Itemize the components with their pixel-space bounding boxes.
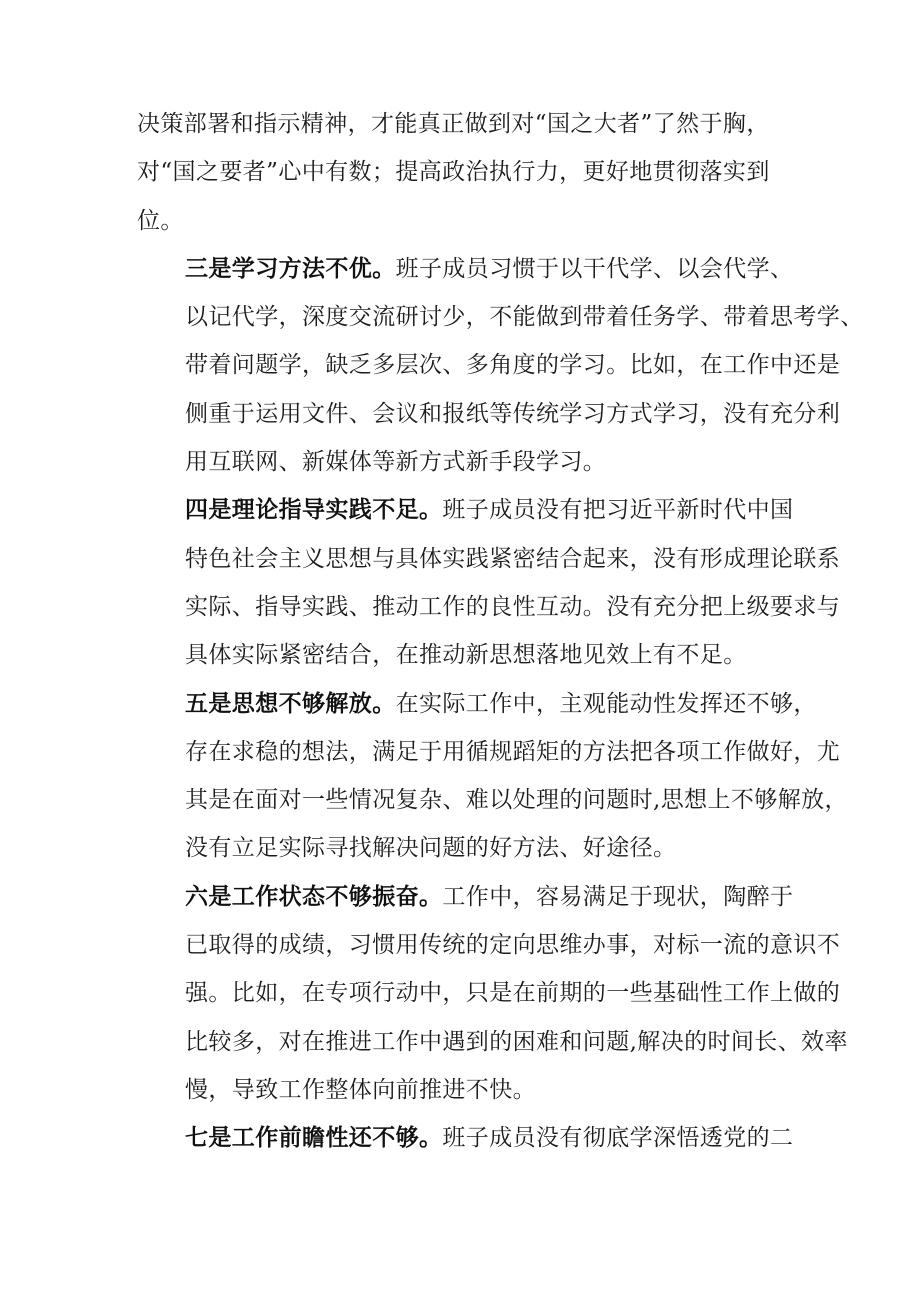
text-run: 在实际工作中，主观能动性发挥还不够， [395,690,817,717]
paragraph-point-six [137,873,848,1114]
text-line [137,873,793,921]
paragraph-heading: 七是工作前瞻性还不够。 [185,1124,443,1152]
text-line: 其是在面对一些情况复杂、难以处理的问题时,思想上不够解放， [185,787,848,814]
text-run: 班子成员没有把习近平新时代中国 [442,497,794,524]
paragraph-heading: 五是思想不够解放。 [185,689,396,717]
text-line: 慢，导致工作整体向前推进不快。 [185,1076,536,1103]
paragraph-point-three [137,245,864,486]
text-line: 带着问题学，缺乏多层次、多角度的学习。比如，在工作中还是 [185,352,841,379]
text-line: 特色社会主义思想与具体实践紧密结合起来，没有形成理论联系 [185,545,841,572]
text-line: 强。比如，在专项行动中，只是在前期的一些基础性工作上做的 [185,980,841,1007]
paragraph-point-seven [137,1114,793,1162]
text-line: 已取得的成绩，习惯用传统的定向思维办事，对标一流的意识不 [185,932,841,959]
paragraph-point-four [137,486,841,679]
text-run: 工作中，容易满足于现状，陶醉于 [442,883,794,910]
text-line: 用互联网、新媒体等新方式新手段学习。 [185,449,607,476]
text-line: 侧重于运用文件、会议和报纸等传统学习方式学习，没有充分利 [185,400,841,427]
text-line: 存在求稳的想法，满足于用循规蹈矩的方法把各项工作做好，尤 [185,738,841,765]
text-line: 具体实际紧密结合，在推动新思想落地见效上有不足。 [185,642,747,669]
text-line: 实际、指导实践、推动工作的良性互动。没有充分把上级要求与 [185,593,841,620]
paragraph-heading: 六是工作状态不够振奋。 [185,882,443,910]
paragraph-point-five [137,680,848,873]
text-line [137,680,817,728]
text-line: 对“国之要者”心中有数；提高政治执行力，更好地贯彻落实到 [137,159,770,186]
text-run: 班子成员习惯于以干代学、以会代学、 [395,255,794,282]
text-line [137,1114,793,1162]
text-line: 比较多，对在推进工作中遇到的困难和问题,解决的时间长、效率 [185,1028,848,1055]
text-line: 位。 [137,207,184,234]
text-line [137,245,793,293]
document-body [137,100,864,1163]
text-run: 班子成员没有彻底学深悟透党的二 [442,1125,794,1152]
paragraph-heading: 四是理论指导实践不足。 [185,496,443,524]
text-line: 以记代学，深度交流研讨少，不能做到带着任务学、带着思考学、 [185,304,864,331]
text-line [137,486,793,534]
text-line: 没有立足实际寻找解决问题的好方法、好途径。 [185,835,677,862]
text-line: 决策部署和指示精神，才能真正做到对“国之大者”了然于胸， [137,111,770,137]
paragraph-continuation [137,100,793,245]
paragraph-heading: 三是学习方法不优。 [185,254,396,282]
